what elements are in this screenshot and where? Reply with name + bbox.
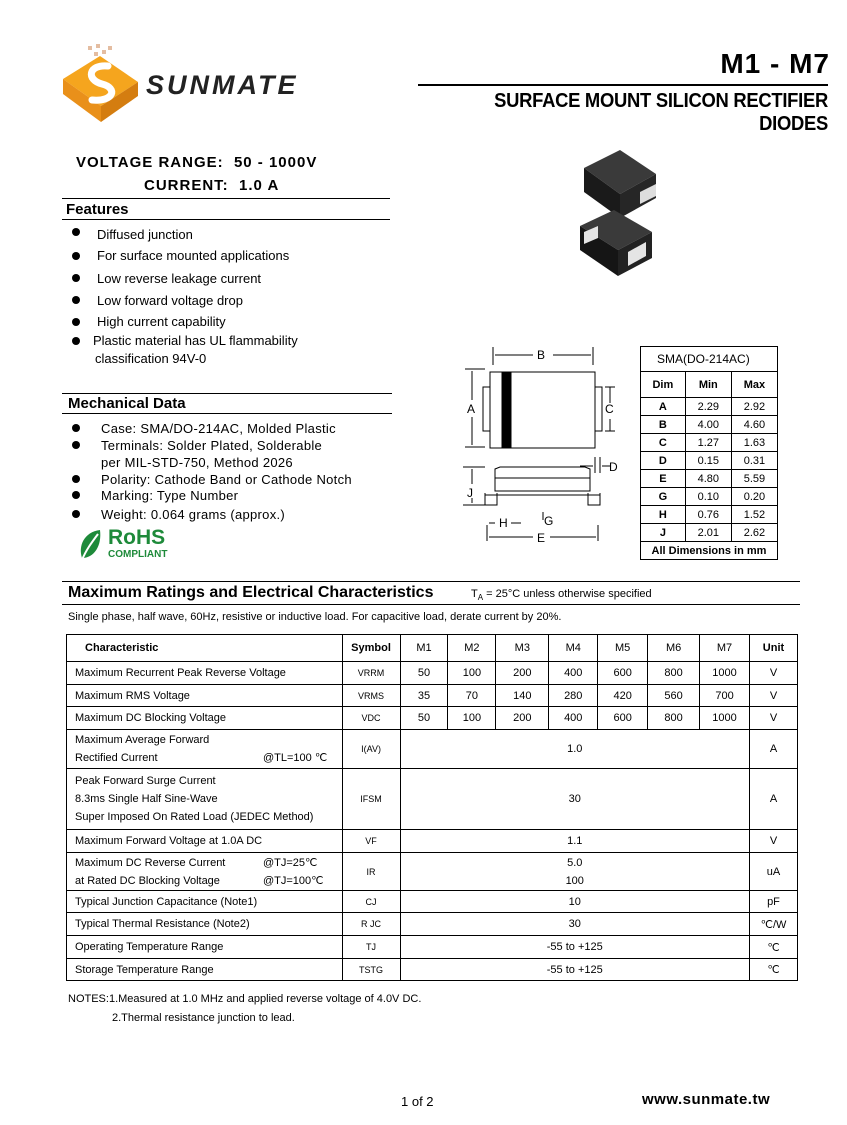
row-value: 30 [400, 913, 749, 936]
mechanical-bottom-rule [62, 413, 392, 414]
current-value: 1.0 A [239, 177, 280, 194]
row-condition: @TJ=25℃ [263, 857, 318, 869]
current-label: CURRENT: [144, 177, 229, 194]
ratings-table [66, 634, 798, 981]
features-title: Features [66, 201, 129, 218]
row-name: Typical Junction Capacitance (Note1) [67, 891, 343, 913]
row-symbol: IFSM [342, 769, 400, 830]
dim-cell: 1.27 [685, 434, 731, 452]
row-unit: V [749, 662, 797, 685]
title-rule [418, 84, 828, 86]
row-value: 50 [400, 707, 448, 730]
row-value: 35 [400, 685, 448, 707]
dim-cell: 4.00 [685, 416, 731, 434]
row-condition: @TL=100 ℃ [263, 752, 328, 764]
bullet-icon [72, 441, 80, 449]
row-unit: ℃/W [749, 913, 797, 936]
row-value: 200 [496, 707, 549, 730]
note-2: 2.Thermal resistance junction to lead. [112, 1012, 295, 1024]
bullet-icon [72, 318, 80, 326]
condition-t: T [471, 588, 478, 600]
row-symbol: CJ [342, 891, 400, 913]
row-symbol: TSTG [342, 959, 400, 981]
ratings-note: Single phase, half wave, 60Hz, resistive or inductive load. For capacitive load, derate current by 20%. [68, 611, 562, 623]
row-value: 1000 [700, 662, 750, 685]
dim-cell: C [641, 434, 686, 452]
row-name [67, 730, 343, 769]
row-name [67, 769, 343, 830]
feature-item: Plastic material has UL flammability [93, 333, 298, 348]
bullet-icon [72, 510, 80, 518]
features-bottom-rule [62, 219, 390, 220]
col-header: M1 [400, 635, 448, 662]
bullet-icon [72, 252, 80, 260]
col-header: Characteristic [67, 635, 343, 662]
row-symbol: IR [342, 853, 400, 891]
col-header: M7 [700, 635, 750, 662]
dim-cell: 2.92 [731, 398, 777, 416]
row-value: 600 [598, 707, 648, 730]
row-value: 70 [448, 685, 496, 707]
row-unit: V [749, 707, 797, 730]
document-title: SURFACE MOUNT SILICON RECTIFIER DIODES [494, 90, 828, 135]
table-row [67, 830, 798, 853]
row-unit: pF [749, 891, 797, 913]
row-value: 50 [400, 662, 448, 685]
bullet-icon [72, 274, 80, 282]
row-value: 10 [400, 891, 749, 913]
row-symbol: VRRM [342, 662, 400, 685]
row-symbol: I(AV) [342, 730, 400, 769]
website-link[interactable]: www.sunmate.tw [642, 1091, 771, 1108]
bullet-icon [72, 424, 80, 432]
voltage-range [76, 154, 317, 171]
col-header: Symbol [342, 635, 400, 662]
row-symbol: R JC [342, 913, 400, 936]
dim-label-j: J [467, 486, 473, 500]
row-value: 1.1 [400, 830, 749, 853]
rohs-badge [78, 528, 188, 564]
row-value [400, 853, 749, 891]
dim-cell: 1.63 [731, 434, 777, 452]
row-value: 800 [648, 707, 700, 730]
feature-item: For surface mounted applications [97, 248, 290, 263]
bullet-icon [72, 475, 80, 483]
dim-cell: E [641, 470, 686, 488]
row-value: 800 [648, 662, 700, 685]
row-name-line: 8.3ms Single Half Sine-Wave [75, 793, 218, 805]
feature-item: Low forward voltage drop [97, 293, 243, 308]
table-row [67, 936, 798, 959]
row-value: 400 [549, 662, 598, 685]
part-number: M1 - M7 [720, 48, 830, 79]
dim-label-e: E [537, 531, 546, 545]
row-name: Operating Temperature Range [67, 936, 343, 959]
row-name [67, 853, 343, 891]
dim-cell: 5.59 [731, 470, 777, 488]
row-value: 560 [648, 685, 700, 707]
table-row [67, 707, 798, 730]
row-condition: @TJ=100℃ [263, 875, 324, 887]
row-value: 30 [400, 769, 749, 830]
logo-wordmark: SUNMATE [146, 70, 299, 100]
dim-cell: 0.20 [731, 488, 777, 506]
row-name-line: Maximum DC Reverse Current [75, 856, 226, 869]
row-value-line: 100 [565, 874, 584, 887]
row-name-line: at Rated DC Blocking Voltage [75, 874, 220, 887]
row-unit: A [749, 730, 797, 769]
row-value: 420 [598, 685, 648, 707]
col-header: M6 [648, 635, 700, 662]
row-name: Typical Thermal Resistance (Note2) [67, 913, 343, 936]
ratings-bottom-rule [62, 604, 800, 605]
feature-item: Low reverse leakage current [97, 271, 262, 286]
table-row [641, 506, 778, 524]
mechanical-item: Marking: Type Number [101, 488, 239, 503]
bullet-icon [72, 337, 80, 345]
dim-cell: 2.01 [685, 524, 731, 542]
dim-cell: 4.60 [731, 416, 777, 434]
ratings-title: Maximum Ratings and Electrical Characteristics [68, 584, 434, 601]
dim-label-c: C [605, 402, 614, 416]
logo [58, 44, 328, 124]
row-name: Maximum Forward Voltage at 1.0A DC [67, 830, 343, 853]
row-unit: ℃ [749, 936, 797, 959]
mechanical-item: Case: SMA/DO-214AC, Molded Plastic [101, 421, 336, 436]
table-row [641, 434, 778, 452]
table-row [641, 398, 778, 416]
col-header: Unit [749, 635, 797, 662]
row-value: 700 [700, 685, 750, 707]
row-symbol: VF [342, 830, 400, 853]
dim-label-h: H [499, 516, 508, 530]
condition-sub: A [477, 593, 484, 603]
row-name: Maximum DC Blocking Voltage [67, 707, 343, 730]
dim-cell: H [641, 506, 686, 524]
bullet-icon [72, 228, 80, 236]
dim-cell: D [641, 452, 686, 470]
condition-rest: = 25°C unless otherwise specified [483, 588, 652, 600]
dim-cell: A [641, 398, 686, 416]
row-value: 280 [549, 685, 598, 707]
row-name: Maximum RMS Voltage [67, 685, 343, 707]
row-symbol: TJ [342, 936, 400, 959]
table-row [67, 769, 798, 830]
table-row [641, 524, 778, 542]
table-row [67, 730, 798, 769]
row-unit: uA [749, 853, 797, 891]
page-number: 1 of 2 [401, 1094, 434, 1109]
dim-label-d: D [609, 460, 618, 474]
dim-header: Dim [641, 372, 686, 398]
note-1: NOTES:1.Measured at 1.0 MHz and applied reverse voltage of 4.0V DC. [68, 993, 422, 1005]
row-value: 200 [496, 662, 549, 685]
row-value: 100 [448, 662, 496, 685]
features-top-rule [62, 198, 390, 199]
dim-cell: 2.62 [731, 524, 777, 542]
table-row [67, 853, 798, 891]
dim-cell: 2.29 [685, 398, 731, 416]
row-name-line: Super Imposed On Rated Load (JEDEC Method) [75, 811, 314, 823]
mechanical-item: Terminals: Solder Plated, Solderable [101, 438, 323, 453]
row-name: Storage Temperature Range [67, 959, 343, 981]
row-value-line: 5.0 [567, 856, 583, 869]
mechanical-top-rule [62, 393, 392, 394]
bullet-icon [72, 491, 80, 499]
row-value: 600 [598, 662, 648, 685]
row-unit: A [749, 769, 797, 830]
voltage-label: VOLTAGE RANGE: [76, 154, 224, 171]
voltage-value: 50 - 1000V [233, 154, 318, 171]
row-name: Maximum Recurrent Peak Reverse Voltage [67, 662, 343, 685]
col-header: M2 [448, 635, 496, 662]
row-unit: V [749, 685, 797, 707]
mechanical-item: Polarity: Cathode Band or Cathode Notch [101, 472, 352, 487]
table-row [641, 488, 778, 506]
dim-cell: 0.15 [685, 452, 731, 470]
leaf-icon [78, 528, 104, 562]
dim-cell: 0.31 [731, 452, 777, 470]
bullet-icon [72, 296, 80, 304]
dim-label-b: B [537, 348, 546, 362]
row-value: 1.0 [400, 730, 749, 769]
package-photo [570, 146, 665, 286]
row-value: -55 to +125 [400, 959, 749, 981]
row-unit: ℃ [749, 959, 797, 981]
dim-cell: 0.76 [685, 506, 731, 524]
dim-cell: J [641, 524, 686, 542]
table-row [641, 416, 778, 434]
dim-cell: 0.10 [685, 488, 731, 506]
feature-item: classification 94V-0 [95, 351, 207, 366]
ratings-top-rule [62, 581, 800, 582]
col-header: M5 [598, 635, 648, 662]
rohs-compliant-text: COMPLIANT [108, 549, 168, 560]
feature-item: High current capability [97, 314, 226, 329]
table-row [67, 891, 798, 913]
col-header: M4 [549, 635, 598, 662]
rohs-text: RoHS [108, 526, 166, 549]
mechanical-item: per MIL-STD-750, Method 2026 [101, 455, 293, 470]
ratings-condition [471, 588, 652, 602]
dim-cell: 1.52 [731, 506, 777, 524]
dim-cell: 4.80 [685, 470, 731, 488]
table-row [67, 959, 798, 981]
mechanical-title: Mechanical Data [68, 395, 186, 412]
row-name-line: Peak Forward Surge Current [75, 775, 216, 787]
col-header: M3 [496, 635, 549, 662]
dim-header: Max [731, 372, 777, 398]
row-value: 400 [549, 707, 598, 730]
row-value: 100 [448, 707, 496, 730]
dim-label-g: G [544, 514, 554, 528]
mechanical-item: Weight: 0.064 grams (approx.) [101, 507, 286, 522]
row-value: -55 to +125 [400, 936, 749, 959]
table-row [67, 913, 798, 936]
row-symbol: VRMS [342, 685, 400, 707]
row-name-line: Rectified Current [75, 752, 158, 764]
table-row [67, 685, 798, 707]
row-symbol: VDC [342, 707, 400, 730]
dim-cell: G [641, 488, 686, 506]
dimension-table [640, 346, 778, 560]
dim-table-title: SMA(DO-214AC) [641, 347, 778, 372]
dim-table-footer: All Dimensions in mm [641, 542, 778, 560]
current-rating [144, 177, 279, 194]
feature-item: Diffused junction [97, 227, 193, 242]
dim-header: Min [685, 372, 731, 398]
row-name-line: Maximum Average Forward [75, 734, 210, 746]
table-row [641, 452, 778, 470]
dim-label-a: A [467, 402, 476, 416]
logo-icon [58, 44, 148, 124]
row-value: 140 [496, 685, 549, 707]
row-value: 1000 [700, 707, 750, 730]
dim-cell: B [641, 416, 686, 434]
row-unit: V [749, 830, 797, 853]
table-row [641, 470, 778, 488]
dimension-diagram [455, 345, 635, 550]
table-row [67, 662, 798, 685]
